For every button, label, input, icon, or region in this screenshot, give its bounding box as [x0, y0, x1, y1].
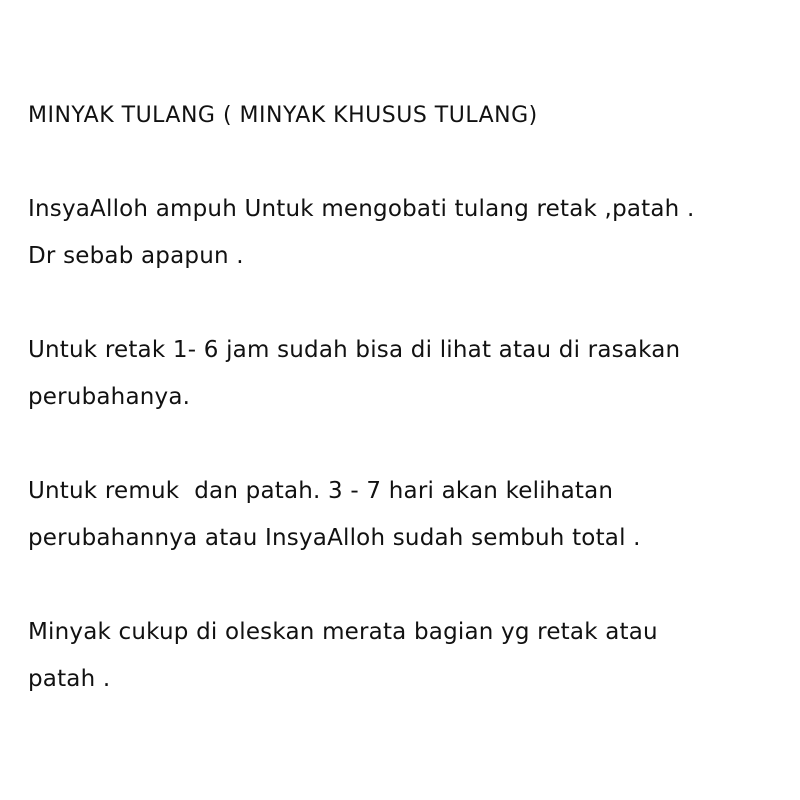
paragraph-4-line-1: Minyak cukup di oleskan merata bagian yg retak atau — [28, 619, 658, 645]
paragraph-4-line-2: patah . — [28, 666, 111, 692]
paragraph-1-line-2: Dr sebab apapun . — [28, 243, 244, 269]
spacer — [28, 562, 778, 609]
document-body — [28, 92, 778, 703]
spacer — [28, 139, 778, 186]
paragraph-3-line-1: Untuk remuk dan patah. 3 - 7 hari akan kelihatan — [28, 478, 614, 504]
spacer — [28, 421, 778, 468]
paragraph-1-line-1: InsyaAlloh ampuh Untuk mengobati tulang retak ,patah . — [28, 196, 695, 222]
spacer — [28, 280, 778, 327]
paragraph-3-line-2: perubahannya atau InsyaAlloh sudah sembuh total . — [28, 525, 641, 551]
paragraph-2-line-1: Untuk retak 1- 6 jam sudah bisa di lihat atau di rasakan — [28, 337, 681, 363]
document-title: MINYAK TULANG ( MINYAK KHUSUS TULANG) — [28, 103, 538, 128]
paragraph-2-line-2: perubahanya. — [28, 384, 191, 410]
